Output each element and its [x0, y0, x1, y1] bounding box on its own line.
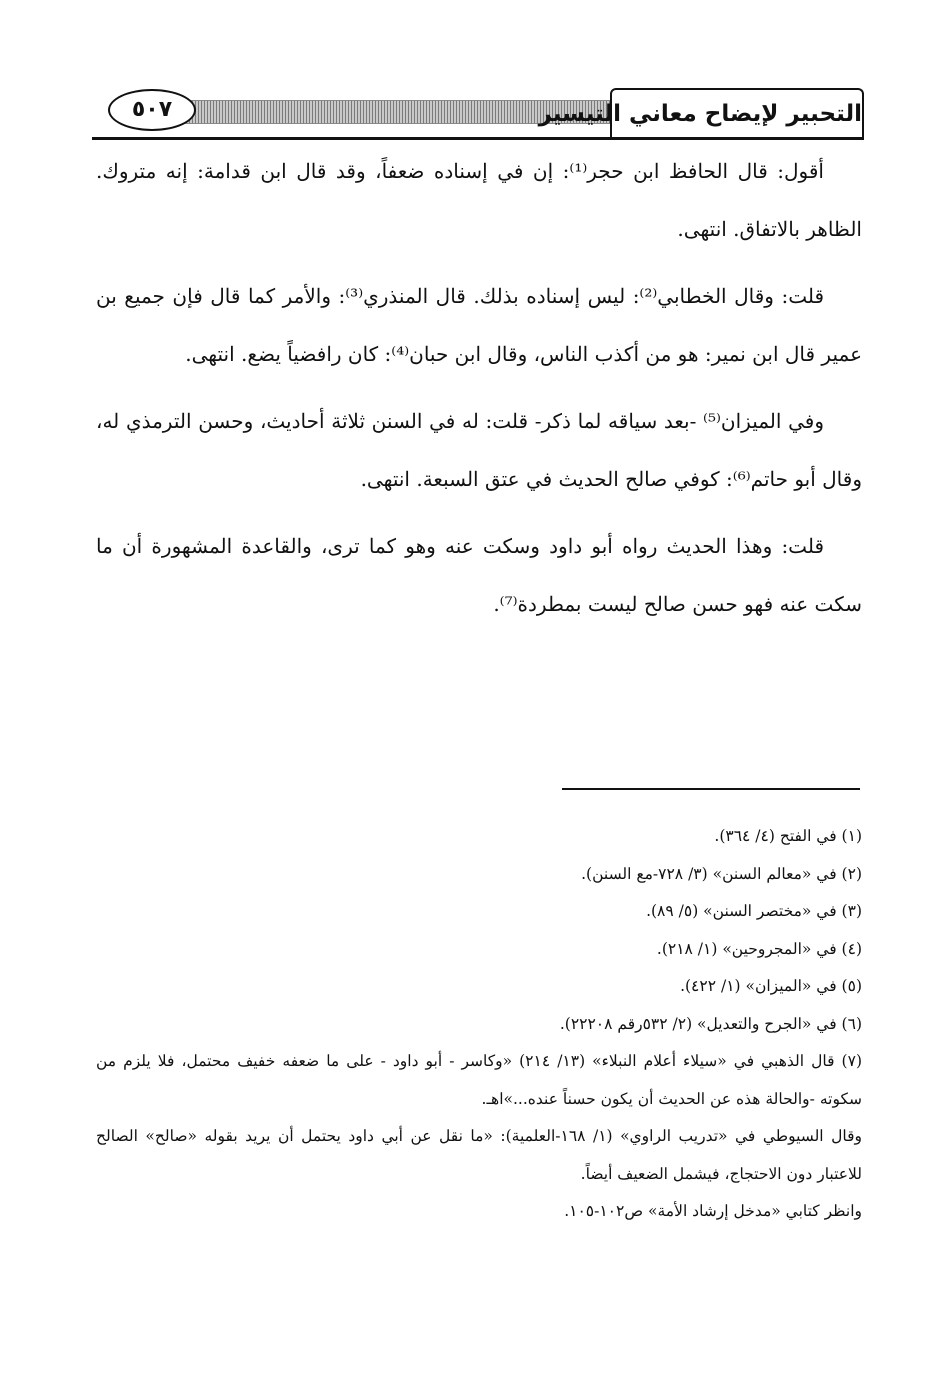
footnote-7-continuation: وقال السيوطي في «تدريب الراوي» (١/ ١٦٨-العلمية): «ما نقل عن أبي داود يحتمل أن يريد بقوله «صالح» الصالح للاعتبار دون الاحتجاج، فيشمل الضعيف أيضاً. [96, 1127, 862, 1183]
paragraph-2: قلت: وقال الخطابي⁽²⁾: ليس إسناده بذلك. قال المنذري⁽³⁾: والأمر كما قال فإن جميع بن عمير قال ابن نمير: هو من أكذب الناس، وقال ابن حبان⁽⁴⁾: كان رافضياً يضع. انتهى. [96, 284, 862, 366]
footnote-6: (٦) في «الجرح والتعديل» (٢/ ٥٣٢رقم ٢٢٢٠٨). [559, 1014, 862, 1033]
footnote-7: (٧) قال الذهبي في «سيلاء أعلام النبلاء» (١٣/ ٢١٤) «وكاسر - أبو داود - على ما ضعفه خفيف محتمل، فلا يلزم من سكوته -والحالة هذه عن الحديث أن يكون حسناً عنده...»اهـ. [96, 1052, 862, 1108]
main-text [96, 142, 862, 642]
page-number: ٥٠٧ [108, 89, 196, 131]
footnote-2: (٢) في «معالم السنن» (٣/ ٧٢٨-مع السنن). [581, 864, 862, 883]
paragraph-3: وفي الميزان⁽⁵⁾ -بعد سياقه لما ذكر- قلت: له في السنن ثلاثة أحاديث، وحسن الترمذي له، وقال أبو حاتم⁽⁶⁾: كوفي صالح الحديث في عتق السبعة. انتهى. [96, 409, 862, 491]
footnote-separator [562, 788, 860, 790]
footnote-4: (٤) في «المجروحين» (١/ ٢١٨). [656, 939, 862, 958]
footnote-7-reference: وانظر كتابي «مدخل إرشاد الأمة» ص١٠٢-١٠٥. [564, 1202, 862, 1220]
paragraph-1: أقول: قال الحافظ ابن حجر⁽¹⁾: إن في إسناده ضعفاً، وقد قال ابن قدامة: إنه متروك. الظاهر بالاتفاق. انتهى. [96, 159, 862, 241]
header-rule [92, 137, 864, 140]
paragraph-4: قلت: وهذا الحديث رواه أبو داود وسكت عنه وهو كما ترى، والقاعدة المشهورة أن ما سكت عنه فهو حسن صالح ليست بمطردة⁽⁷⁾. [96, 534, 862, 616]
running-header [92, 88, 864, 140]
footnote-5: (٥) في «الميزان» (١/ ٤٢٢). [680, 977, 862, 995]
book-title: التحبير لإيضاح معاني التيسير [610, 88, 864, 138]
footnote-3: (٣) في «مختصر السنن» (٥/ ٨٩). [646, 902, 862, 920]
footnote-1: (١) في الفتح (٤/ ٣٦٤). [714, 827, 862, 845]
footnotes [96, 818, 862, 1231]
